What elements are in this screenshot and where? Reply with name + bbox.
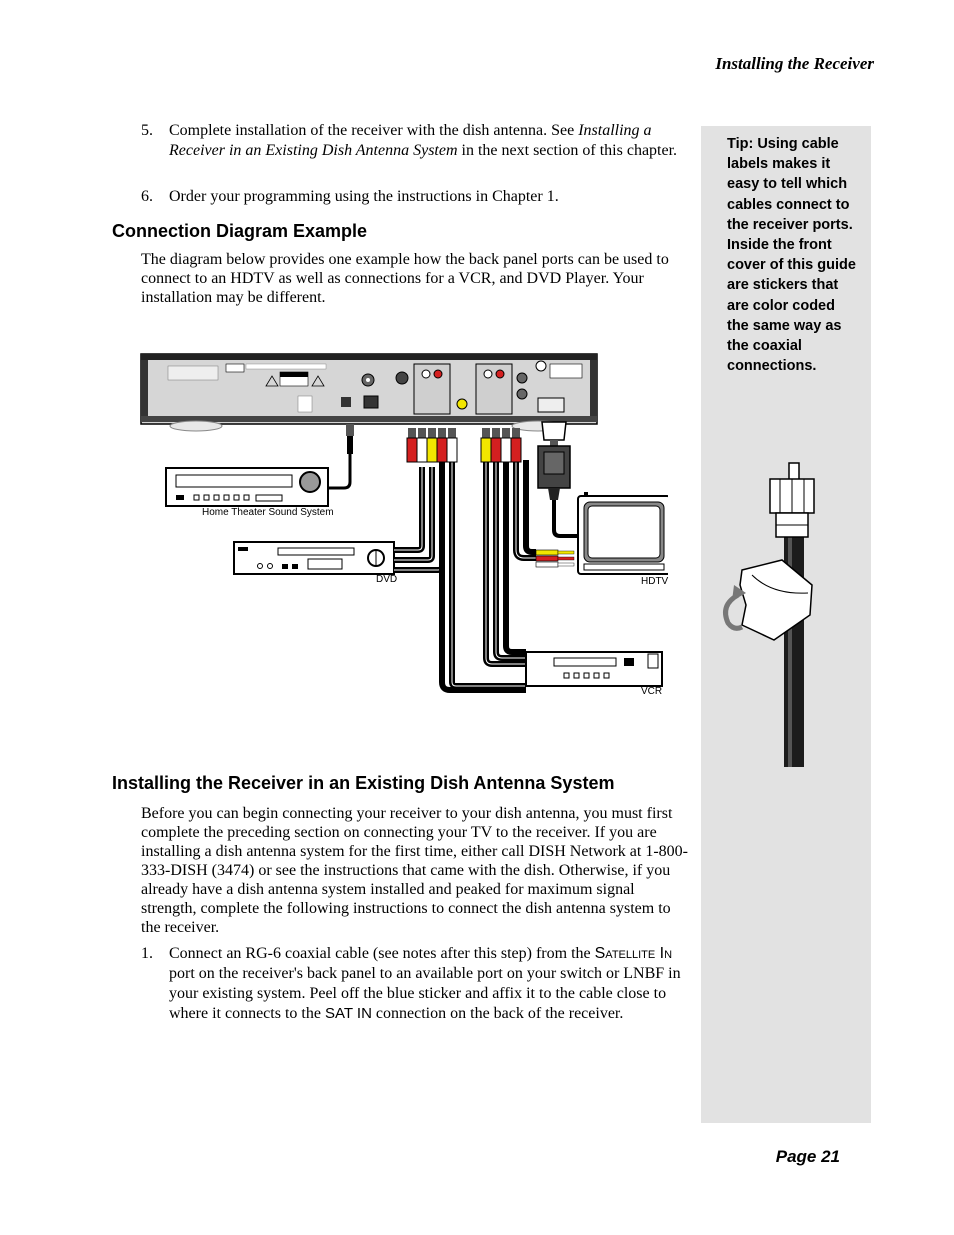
label-vcr: VCR — [641, 686, 663, 697]
step1-text-a: Connect an RG-6 coaxial cable (see notes after this step) from the — [169, 945, 595, 962]
page-number: Page 21 — [775, 1147, 840, 1166]
existing-dish-step-1-number: 1. — [141, 945, 153, 962]
coax-cable-illustration — [712, 455, 828, 775]
label-hdtv: HDTV — [641, 576, 669, 587]
step-5-number: 5. — [141, 122, 153, 139]
rca-plugs-right — [481, 428, 521, 462]
sat-in-label: SAT IN — [324, 1005, 372, 1022]
section-heading-connection-diagram: Connection Diagram Example — [112, 221, 368, 241]
step-5-text-a: Complete installation of the receiver with the dish antenna. See — [169, 122, 579, 139]
vcr-device — [526, 652, 662, 686]
section2-body: Before you can begin connecting your receiver to your dish antenna, you must first complete the preceding section on connecting your TV to the receiver. If you are installing a dish antenna system for the first time, either call DISH Network at 1-800-333-DISH (3474) or see the instructions that came with the dish. Otherwise, if you already have a dish antenna system installed and peaked for maximum signal strength, complete the following instructions to connect the dish antenna system to the receiver. — [141, 805, 688, 936]
step1-text-b: port on the receiver's back panel to an available port on your switch or LNBF in your existing system. Peel off the blue sticker and affix it to the cable close to where it connects to the — [169, 965, 681, 1022]
running-header: Installing the Receiver — [715, 54, 874, 73]
dvd-player-device — [234, 542, 394, 574]
label-dvd: DVD — [376, 574, 398, 585]
step-5-text-b: in the next section of this chapter. — [457, 142, 678, 159]
step-5-text — [169, 121, 689, 161]
step-5-cross-reference[interactable]: Installing a Receiver in an Existing Dish Antenna System — [169, 122, 652, 159]
step-6 — [141, 187, 689, 209]
existing-dish-step-1-text — [169, 944, 689, 1024]
section-heading-existing-dish: Installing the Receiver in an Existing Dish Antenna System — [112, 773, 615, 793]
existing-dish-step-1 — [141, 944, 689, 1048]
sidebar-tip: Tip: Using cable labels makes it easy to tell which cables connect to the receiver ports. Inside the front cover of this guide are stickers that are color coded the same way as the coaxial connections. — [727, 136, 856, 375]
connection-diagram — [138, 352, 668, 702]
home-theater-device — [166, 468, 328, 506]
hdtv-device — [578, 496, 668, 574]
step-5 — [141, 121, 689, 183]
step-6-number: 6. — [141, 188, 153, 205]
step1-text-c: connection on the back of the receiver. — [371, 1005, 624, 1022]
hdtv-rca-plugs — [536, 550, 574, 567]
satellite-in-port-name: Satellite In — [594, 945, 673, 962]
receiver-back-panel — [141, 354, 597, 431]
step-6-text: Order your programming using the instructions in Chapter 1. — [169, 188, 559, 205]
label-home-theater: Home Theater Sound System — [202, 507, 334, 518]
section1-body: The diagram below provides one example how the back panel ports can be used to connect to an HDTV as well as connections for a VCR, and DVD Player. Your installation may be different. — [141, 251, 669, 306]
rca-plugs-left — [407, 428, 457, 462]
